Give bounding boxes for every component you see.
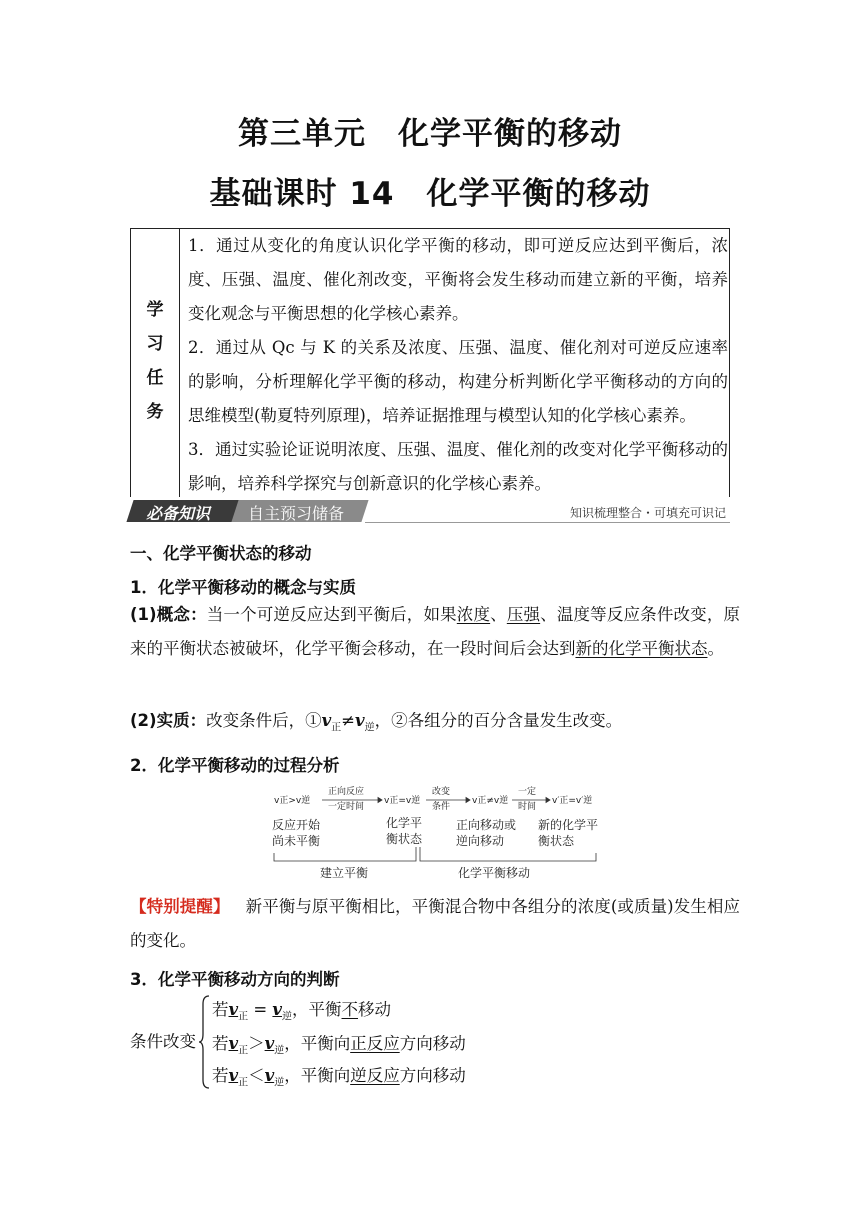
task-item: 2．通过从 Qc 与 K 的关系及浓度、压强、温度、催化剂对可逆反应速率的影响，分析理解化学平衡的移动，构建分析判断化学平衡移动的方向的思维模型(勒夏特列原理)，培养证据推理与模型认知的化学核心素养。 <box>188 338 728 425</box>
state-text: v正>v逆 <box>274 796 311 806</box>
concept-paragraph: (1)概念：当一个可逆反应达到平衡后，如果浓度、压强、温度等反应条件改变，原来的平衡状态被破坏，化学平衡会移动，在一段时间后会达到新的化学平衡状态。 <box>130 605 741 658</box>
stage-label: 逆向移动 <box>456 834 505 848</box>
learning-tasks-label <box>130 229 180 497</box>
stage-label: 衡状态 <box>538 834 575 848</box>
condition-row: 若$v_正 = v_逆$，平衡不移动 <box>212 1000 392 1023</box>
task-item: 1．通过从变化的角度认识化学平衡的移动，即可逆反应达到平衡后，浓度、压强、温度、催化剂改变，平衡将会发生移动而建立新的平衡，培养变化观念与平衡思想的化学核心素养。 <box>188 236 728 323</box>
label-char: 任 <box>146 368 164 388</box>
condition-row: 若$v_正<v_逆$，平衡向逆反应方向移动 <box>212 1066 466 1089</box>
arrow-label: 时间 <box>518 802 537 812</box>
stage-label: 衡状态 <box>386 832 423 846</box>
state-text: v′正=v′逆 <box>552 796 593 806</box>
condition-change-list <box>130 994 630 1094</box>
essence-paragraph: (2)实质：改变条件后，$①v_正\ne v_逆$，②各组分的百分含量发生改变。 <box>130 711 623 734</box>
label-char: 务 <box>146 402 164 422</box>
banner-tag: 必备知识 <box>146 504 211 523</box>
stage-label: 正向移动或 <box>456 818 517 832</box>
banner-subtitle: 自主预习储备 <box>248 504 345 523</box>
arrow-label: 条件 <box>432 802 451 812</box>
unit-title: 第三单元 化学平衡的移动 <box>238 116 622 152</box>
arrow-label: 一定 <box>518 787 537 797</box>
learning-tasks-table <box>130 228 730 497</box>
left-brace-icon <box>198 994 210 1090</box>
stage-label: 尚未平衡 <box>272 834 321 848</box>
arrow-label: 改变 <box>432 787 451 797</box>
subheading-1: 1．化学平衡移动的概念与实质 <box>130 578 356 597</box>
condition-label: 条件改变 <box>130 1032 196 1051</box>
state-text: v正=v逆 <box>384 796 421 806</box>
label-char: 学 <box>146 300 164 320</box>
bracket-label: 建立平衡 <box>320 866 369 880</box>
learning-tasks-content <box>188 229 728 501</box>
lesson-title: 基础课时 14 化学平衡的移动 <box>209 176 651 212</box>
bracket-label: 化学平衡移动 <box>458 866 531 880</box>
reminder-tag: 【特别提醒】 <box>130 897 230 916</box>
arrow-label: 正向反应 <box>328 787 365 797</box>
stage-label: 反应开始 <box>272 818 321 832</box>
subheading-2: 2．化学平衡移动的过程分析 <box>130 756 340 775</box>
task-item: 3．通过实验论证说明浓度、压强、温度、催化剂的改变对化学平衡移动的影响，培养科学探究与创新意识的化学核心素养。 <box>188 440 728 493</box>
equilibrium-process-diagram <box>270 783 600 883</box>
banner-note: 知识梳理整合・可填充可识记 <box>569 506 726 520</box>
label-char: 习 <box>146 334 164 354</box>
stage-label: 新的化学平 <box>538 818 599 832</box>
section-heading: 一、化学平衡状态的移动 <box>130 544 312 563</box>
stage-label: 化学平 <box>386 816 423 830</box>
state-text: v正≠v逆 <box>472 796 509 806</box>
section-banner <box>130 498 730 524</box>
arrow-label: 一定时间 <box>328 802 365 812</box>
condition-row: 若$v_正>v_逆$，平衡向正反应方向移动 <box>212 1034 466 1057</box>
subheading-3: 3．化学平衡移动方向的判断 <box>130 970 340 989</box>
special-reminder: 【特别提醒】 新平衡与原平衡相比，平衡混合物中各组分的浓度(或质量)发生相应的变化。 <box>130 897 741 950</box>
